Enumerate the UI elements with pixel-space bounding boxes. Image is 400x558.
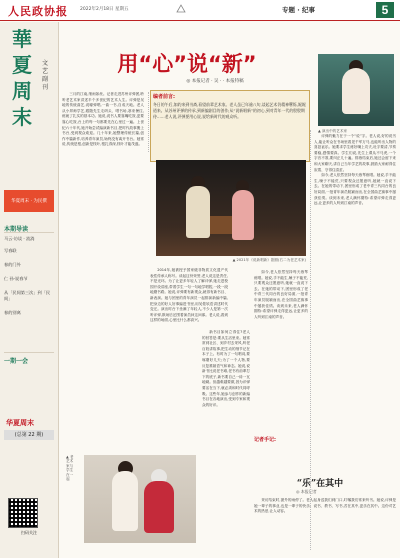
article-title: 用“心”说“新” [117, 52, 257, 76]
paragraph: 三月的江南,细雨如丝。记者走进苏州评弹团,聆听老艺术家讲述半个多世纪的艺术人生。评弹是吴地的传统曲艺,说噱弹唱,一曲一书,自成天地。老人从小拜师学艺,跟随先生走码头、唱书场,寒来暑往,练就了扎实的基本功。她说,说书人要靠嘴吃饭,更要靠心吃饭,台上的每一句都要先在心里过一遍。上世纪六十年代,她开始尝试编演新书目,把时代故事搬上书台,受到观众欢迎。几十年来,她整理传统长篇,创作中篇新作,培养青年演员,始终没有离开书台。她常说,传统是根,创新是枝叶,根扎得深,枝叶才能茂盛。 [62, 92, 144, 147]
contents-item: 仁 孙·说春节 [4, 276, 28, 281]
section-heading: 一期一会 [4, 358, 29, 365]
article-byline: ◎ 本报记者 · 吴 · · 本报特稿 [186, 79, 244, 84]
contents-item: 春的别离 [4, 310, 21, 315]
reporter-note-text [254, 498, 396, 554]
weekly-name: 华夏周末 [6, 419, 34, 427]
section-label: 专题 · 纪事 [282, 6, 315, 14]
article-column-3 [202, 330, 250, 530]
issue-date: 2022年2月18日 星期五 [80, 7, 129, 12]
paragraph: 如今,老人依然坚持每天练琴练唱。她说,手不能生,嗓子不能荒,只要观众还愿意听,她就一直说下去。在她的带动下,团里形成了老中青三代同台的良好局面,一批青年演员脱颖而出,在全国曲艺赛事中屡获佳绩。谈到未来,老人满怀期待:希望评弹走得更远,让更多的人听到江南的声音。 [254, 270, 308, 319]
teaching-photo [84, 455, 196, 543]
contents-item: 从「民间第三次」到「民间」 [4, 290, 51, 301]
contents-item: 马云·访谈 · 流淌 [4, 236, 35, 241]
divider [4, 352, 54, 353]
contents-item: 春的门外 [4, 262, 21, 267]
issue-number: (总第 22 期) [4, 430, 54, 440]
qr-code[interactable] [8, 498, 38, 528]
stage-photo [156, 160, 306, 256]
article-column-4 [314, 134, 396, 424]
paper-name: 人民政协报 [8, 5, 68, 18]
weekly-logo: 華夏周末 [12, 27, 32, 129]
qr-caption: 扫码关注 [21, 530, 37, 535]
divider [4, 232, 54, 233]
editor-note [150, 90, 310, 162]
teaching-photo-caption: ▲ 老艺术家与学生在一起 [66, 455, 74, 482]
editor-note-label: 编者前言: [153, 94, 175, 100]
emblem-icon [176, 4, 186, 14]
reporter-note-title: “乐”在其中 [296, 479, 344, 489]
masthead [0, 0, 400, 21]
logo-subtitle: 文艺副刊 [42, 60, 49, 91]
wechat-banner-text: 华夏周末 · 为民撰 [11, 199, 47, 204]
article-column-1 [62, 92, 144, 452]
performer-photo [318, 54, 394, 126]
paragraph: 评弹的魅力在于一个“说”字。老人说,好的说书人,能让听众在书场里看见千军万马,也能听出人物的喜怒哀乐。她要求学生练好嘴上功夫,吐字要清,节奏要稳,感情要真。学生们说,先生上课从不马虎,一个字音不准,要纠正几十遍。排练结束后,她还会留下来和大家聊天,讲自己当年学艺的故事,鼓励大家耐得住寂寞、守得住清贫。 [314, 134, 396, 172]
page-number: 5 [376, 2, 394, 18]
stage-photo-caption: ▲ 2021年《说新唱新》剧照(右二为老艺术家) [232, 258, 306, 262]
contents-heading: 本期导读 [4, 226, 29, 233]
column-rule [148, 92, 149, 152]
editor-note-text: 冬日的午后,如约来到书斋,看望前辈艺术家。老人虽已年逾八旬,谈起艺术仍精神矍铄,娓娓道来。从苏州评弹的传承,到新编剧目的创作;从“说新唱新”的初心,到对青年一代的殷殷期待……老人说,评弹要用心说,说给新时代的观众听。 [153, 102, 306, 119]
reporter-note-label: 记者手记: [254, 437, 276, 443]
paragraph: 如今,老人依然坚持每天练琴练唱。她说,手不能生,嗓子不能荒,只要观众还愿意听,她就一直说下去。在她的带动下,团里形成了老中青三代同台的良好局面,一批青年演员脱颖而出,在全国曲艺赛事中屡获佳绩。谈到未来,老人满怀期待:希望评弹走得更远,让更多的人听到江南的声音。 [314, 173, 396, 206]
paragraph: 2014年,她被授予国家级非物质文化遗产代表性传承人称号。谈起这份荣誉,老人说这是责任,不是光环。为了让更多年轻人了解评弹,她走进校园开设讲座,带着学生一句一句地学唱腔,一段一段地磨书路。她说,评弹要有新观众,就得有新书目、新表演。她与团里的青年演员一起排演新编中篇,把身边的好人好事编进书里,用吴侬软语讲述时代变迁。演出时台下坐满了年轻人,不少人是第一次听评弹,散场后还围着演员问这问那。老人说,看到这样的场面,心里比什么都高兴。 [150, 268, 228, 323]
article-column-5 [254, 270, 308, 430]
column-rule [310, 130, 311, 550]
wechat-banner [4, 190, 54, 212]
reporter-note-byline: ◎ 本报记者 [296, 489, 317, 494]
paragraph: 新书目如何立得住?老人的回答是:要从生活里来。她常常到社区、到乡村去采风,听老百姓讲故事,把生动的细节记在本子上。有时为了一句唱词,要琢磨好几天;为了一个人物,要反复推敲语气和神态。她说,说新书比说老书难,老书有前辈打下的底子,新书要自己一砖一瓦地砌。但越难越要做,因为评弹要活在当下,就必须和时代同呼吸。这些年,她参与创作的新编书目在各地演出,受到专家和观众的好评。 [202, 330, 250, 407]
photo-caption: ▲ 演出中的艺术家 [318, 129, 348, 133]
sidebar [0, 22, 59, 558]
paragraph: 采访结束时,窗外的雨停了。老人起身送我们到门口,叮嘱我们常来听书。她说,评弹是她一辈子的事业,也是一辈子的快乐。说书、教书、写书,苦在其中,更乐在其中。这份对艺术的热爱,让人动容。 [254, 498, 396, 514]
contents-item: 写春联 [4, 248, 17, 253]
